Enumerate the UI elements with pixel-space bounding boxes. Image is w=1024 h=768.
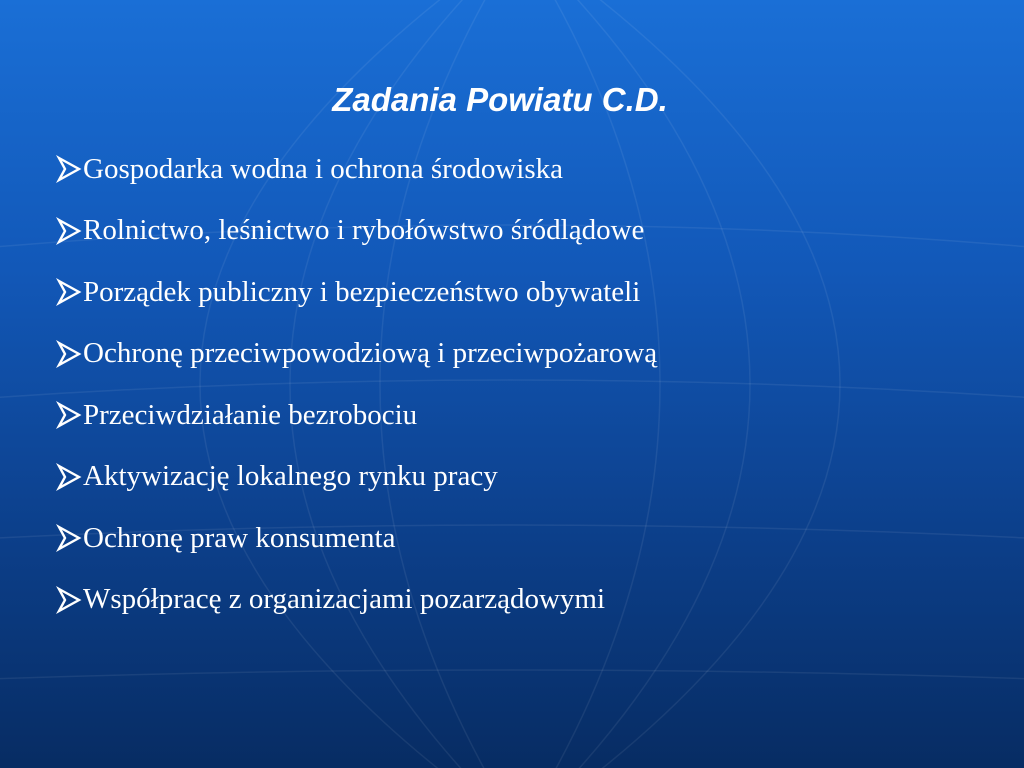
list-item — [56, 455, 657, 499]
list-item — [56, 332, 657, 376]
arrowhead-bullet-icon — [56, 463, 82, 491]
list-item — [56, 516, 657, 560]
list-item — [56, 393, 657, 437]
list-item-text: Ochronę przeciwpowodziową i przeciwpożarową — [83, 337, 658, 369]
arrowhead-bullet-icon — [56, 586, 82, 614]
arrowhead-bullet-icon — [56, 401, 82, 429]
arrowhead-bullet-icon — [56, 278, 82, 306]
list-item-text: Rolnictwo, leśnictwo i rybołówstwo śródlądowe — [83, 214, 645, 246]
list-item-text: Porządek publiczny i bezpieczeństwo obywateli — [83, 275, 641, 308]
arrowhead-bullet-icon — [56, 340, 82, 368]
arrowhead-bullet-icon — [56, 155, 82, 183]
list-item — [56, 147, 657, 191]
slide-title: Zadania Powiatu C.D. — [332, 81, 668, 118]
list-item-text: Przeciwdziałanie bezrobociu — [83, 398, 418, 431]
arrowhead-bullet-icon — [56, 524, 82, 552]
arrowhead-bullet-icon — [56, 217, 82, 245]
list-item — [56, 270, 657, 314]
list-item-text: Współpracę z organizacjami pozarządowymi — [83, 583, 606, 615]
list-item — [56, 578, 657, 622]
list-item — [56, 209, 657, 253]
list-item-text: Aktywizację lokalnego rynku pracy — [83, 460, 498, 492]
list-item-text: Ochronę praw konsumenta — [83, 521, 396, 554]
list-item-text: Gospodarka wodna i ochrona środowiska — [83, 152, 564, 185]
bullet-list — [56, 147, 657, 639]
